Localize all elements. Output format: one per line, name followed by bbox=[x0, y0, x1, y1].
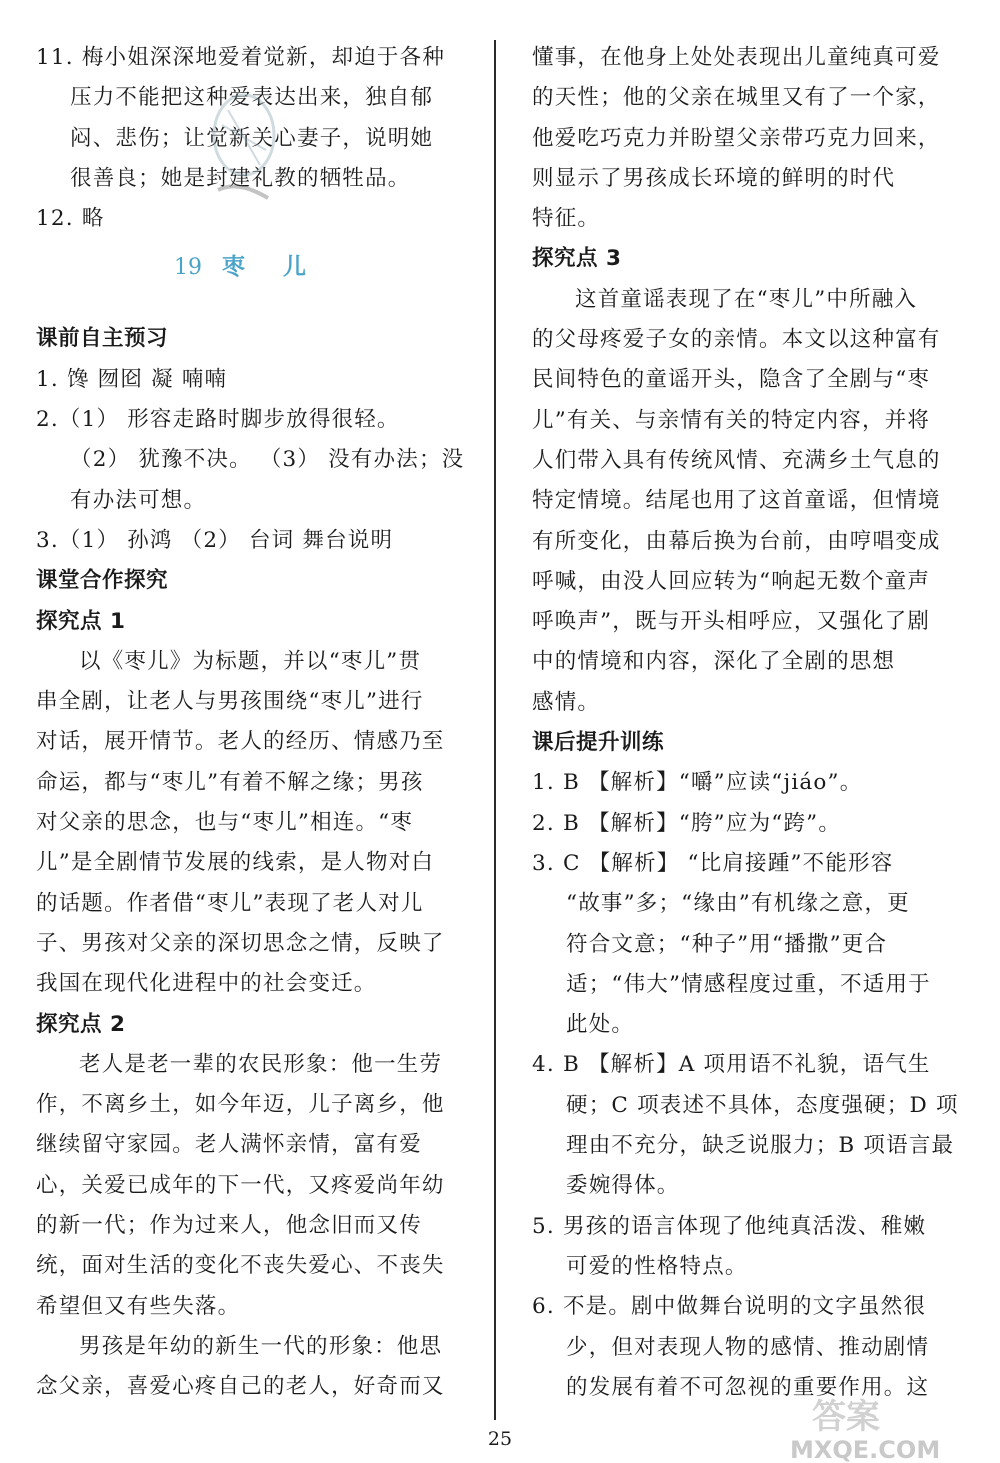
text-line: “故事”多；“缘由”有机缘之意，更 bbox=[566, 891, 910, 917]
text-line: 4. B 【解析】A 项用语不礼貌，语气生 bbox=[532, 1052, 931, 1078]
text-line: 则显示了男孩成长环境的鲜明的时代 bbox=[532, 165, 896, 191]
text-line: 适；“伟大”情感程度过重，不适用于 bbox=[566, 971, 931, 997]
text-line: 子、男孩对父亲的深切思念之情，反映了 bbox=[36, 930, 445, 956]
text-line: 呼唤声”，既与开头相呼应，又强化了剧 bbox=[532, 609, 931, 635]
section-heading: 探究点 3 bbox=[532, 246, 622, 272]
text-line: 1. B 【解析】“嚼”应读“jiáo”。 bbox=[532, 770, 863, 796]
section-heading: 课堂合作探究 bbox=[36, 568, 169, 594]
text-line: 他爱吃巧克力并盼望父亲带巧克力回来， bbox=[532, 125, 941, 151]
text-line: 有所变化，由幕后换为台前，由哼唱变成 bbox=[532, 528, 941, 554]
text-line: 有办法可想。 bbox=[70, 487, 207, 513]
text-line: 特征。 bbox=[532, 206, 601, 232]
text-line: 以《枣儿》为标题，并以“枣儿”贯 bbox=[79, 648, 422, 674]
text-line: 对话，展开情节。老人的经历、情感乃至 bbox=[36, 729, 445, 755]
stamp-mark bbox=[208, 80, 280, 210]
text-line: 5. 男孩的语言体现了他纯真活泼、稚嫩 bbox=[532, 1213, 927, 1239]
text-line: 希望但又有些失落。 bbox=[36, 1293, 241, 1319]
text-line: 很善良；她是封建礼教的牺牲品。 bbox=[70, 165, 411, 191]
section-heading: 课后提升训练 bbox=[532, 730, 665, 756]
lesson-number: 19 bbox=[174, 255, 202, 281]
section-heading: 探究点 2 bbox=[36, 1011, 126, 1037]
lesson-title-char-1: 枣 bbox=[222, 254, 245, 281]
svg-text:答案: 答案 bbox=[812, 1397, 880, 1437]
text-line: 作，不离乡土，如今年迈，儿子离乡，他 bbox=[36, 1092, 445, 1118]
text-line: 儿”有关、与亲情有关的特定内容，并将 bbox=[532, 407, 931, 433]
text-line: 压力不能把这种爱表达出来，独自郁 bbox=[70, 85, 434, 111]
lesson-title bbox=[36, 239, 456, 319]
text-line: 统，面对生活的变化不丧失爱心、不丧失 bbox=[36, 1253, 445, 1279]
text-line: 懂事，在他身上处处表现出儿童纯真可爱 bbox=[532, 45, 941, 70]
section-heading: 课前自主预习 bbox=[36, 326, 169, 352]
text-line: 念父亲，喜爱心疼自己的老人，好奇而又 bbox=[36, 1374, 445, 1400]
text-line: 感情。 bbox=[532, 689, 601, 715]
text-line: 硬；C 项表述不具体，态度强硬；D 项 bbox=[566, 1092, 959, 1118]
text-line: 的新一代；作为过来人，他念旧而又传 bbox=[36, 1213, 422, 1239]
text-line: 的天性；他的父亲在城里又有了一个家， bbox=[532, 85, 941, 111]
text-line: 心，关爱已成年的下一代，又疼爱尚年幼 bbox=[36, 1172, 445, 1198]
text-line: 男孩是年幼的新生一代的形象：他思 bbox=[79, 1333, 443, 1359]
column-divider bbox=[494, 40, 496, 1420]
text-line: 闷、悲伤；让觉新关心妻子，说明她 bbox=[70, 125, 434, 151]
text-line: 中的情境和内容，深化了全剧的思想 bbox=[532, 649, 896, 675]
lesson-title-char-2: 儿 bbox=[283, 254, 306, 281]
text-line: 委婉得体。 bbox=[566, 1173, 680, 1199]
text-line: 少，但对表现人物的感情、推动剧情 bbox=[566, 1334, 930, 1360]
text-line: 我国在现代化进程中的社会变迁。 bbox=[36, 971, 377, 997]
text-line: 1. 馋 囫囵 凝 喃喃 bbox=[36, 366, 228, 392]
text-line: 对父亲的思念，也与“枣儿”相连。“枣 bbox=[36, 810, 414, 836]
text-line: 11. 梅小姐深深地爱着觉新，却迫于各种 bbox=[36, 45, 446, 70]
text-line: 老人是老一辈的农民形象：他一生劳 bbox=[79, 1051, 443, 1077]
text-line: 2.（1） 形容走路时脚步放得很轻。 bbox=[36, 407, 400, 433]
text-line: 串全剧，让老人与男孩围绕“枣儿”进行 bbox=[36, 689, 424, 715]
page-number: 25 bbox=[487, 1428, 513, 1450]
text-line: 12. 略 bbox=[36, 206, 105, 232]
text-line: 3.（1） 孙鸿 （2） 台词 舞台说明 bbox=[36, 527, 394, 553]
text-line: （2） 犹豫不决。 （3） 没有办法；没 bbox=[70, 447, 465, 473]
left-column bbox=[36, 38, 465, 1408]
text-line: 特定情境。结尾也用了这首童谣，但情境 bbox=[532, 488, 941, 514]
right-column bbox=[532, 38, 957, 1408]
text-line: 6. 不是。剧中做舞台说明的文字虽然很 bbox=[532, 1294, 927, 1320]
text-line: 的发展有着不可忽视的重要作用。这 bbox=[566, 1374, 930, 1400]
site-watermark bbox=[782, 1388, 1000, 1463]
text-line: 儿”是全剧情节发展的线索，是人物对白 bbox=[36, 850, 435, 876]
text-line: 符合文意；“种子”用“播撒”更合 bbox=[566, 931, 888, 957]
text-line: 命运，都与“枣儿”有着不解之缘；男孩 bbox=[36, 769, 424, 795]
text-line: 呼喊，由没人回应转为“响起无数个童声 bbox=[532, 568, 931, 594]
text-line: 的话题。作者借“枣儿”表现了老人对儿 bbox=[36, 890, 424, 916]
text-line: 继续留守家园。老人满怀亲情，富有爱 bbox=[36, 1132, 422, 1158]
text-line: 可爱的性格特点。 bbox=[566, 1253, 748, 1279]
text-line: 民间特色的童谣开头，隐含了全剧与“枣 bbox=[532, 367, 931, 393]
svg-text:MXQE.COM: MXQE.COM bbox=[790, 1436, 941, 1463]
text-line: 2. B 【解析】“胯”应为“跨”。 bbox=[532, 810, 842, 836]
text-line: 人们带入具有传统风情、充满乡土气息的 bbox=[532, 447, 941, 473]
text-line: 3. C 【解析】 “比肩接踵”不能形容 bbox=[532, 850, 894, 876]
text-line: 的父母疼爱子女的亲情。本文以这种富有 bbox=[532, 327, 941, 353]
text-line: 此处。 bbox=[566, 1012, 635, 1038]
text-line: 这首童谣表现了在“枣儿”中所融入 bbox=[575, 286, 918, 312]
text-line: 理由不充分，缺乏说服力；B 项语言最 bbox=[566, 1133, 955, 1159]
section-heading: 探究点 1 bbox=[36, 608, 126, 634]
